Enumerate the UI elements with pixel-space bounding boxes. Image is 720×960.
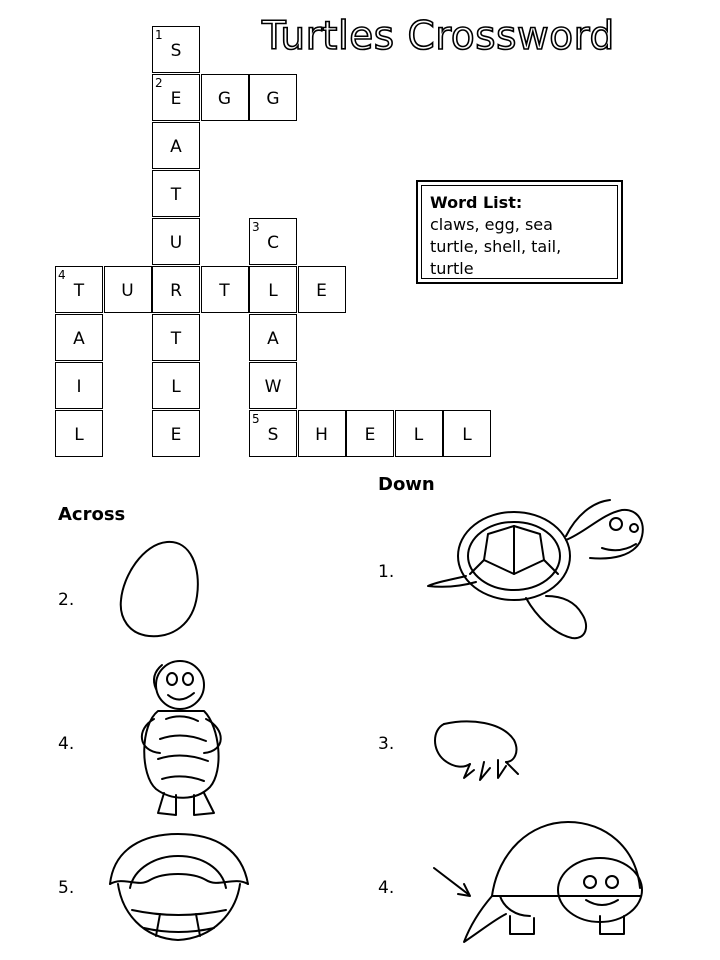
turtle-character-picture bbox=[132, 655, 232, 820]
grid-cell bbox=[55, 362, 103, 409]
grid-letter: H bbox=[315, 425, 328, 445]
grid-cell bbox=[55, 410, 103, 457]
grid-letter: U bbox=[169, 233, 183, 253]
grid-cell bbox=[152, 170, 200, 217]
grid-cell bbox=[152, 218, 200, 265]
word-list-line: turtle, shell, tail, bbox=[430, 237, 562, 256]
grid-cell bbox=[55, 314, 103, 361]
grid-letter: T bbox=[219, 281, 230, 301]
grid-cell bbox=[152, 26, 200, 73]
grid-letter: L bbox=[462, 425, 472, 445]
grid-letter: E bbox=[170, 425, 182, 445]
grid-cell bbox=[152, 266, 200, 313]
grid-cell bbox=[346, 410, 394, 457]
clue-start-number: 3 bbox=[252, 220, 260, 234]
grid-letter: I bbox=[76, 377, 82, 397]
grid-letter: A bbox=[267, 329, 279, 349]
page-title: Turtles Crossword bbox=[262, 14, 615, 59]
across-heading: Across bbox=[58, 504, 126, 525]
turtle-tail-picture bbox=[430, 816, 660, 951]
down-heading: Down bbox=[378, 474, 435, 495]
grid-letter: S bbox=[170, 41, 182, 61]
grid-letter: A bbox=[170, 137, 182, 157]
turtle-shell-picture bbox=[104, 828, 254, 948]
grid-letter: L bbox=[171, 377, 181, 397]
grid-letter: G bbox=[217, 89, 232, 109]
across-clue-number: 2. bbox=[58, 590, 75, 610]
grid-cell bbox=[152, 314, 200, 361]
egg-picture bbox=[115, 538, 205, 643]
grid-letter: T bbox=[170, 329, 182, 349]
grid-letter: L bbox=[74, 425, 84, 445]
grid-letter: U bbox=[121, 281, 134, 301]
grid-cell bbox=[152, 122, 200, 169]
grid-cell bbox=[443, 410, 491, 457]
grid-cell bbox=[201, 266, 249, 313]
grid-letter: S bbox=[267, 425, 279, 445]
clue-start-number: 1 bbox=[155, 28, 163, 42]
clue-start-number: 4 bbox=[58, 268, 66, 282]
grid-letter: E bbox=[364, 425, 376, 445]
grid-cell bbox=[55, 266, 103, 313]
grid-letter: W bbox=[264, 377, 282, 397]
grid-letter: R bbox=[170, 281, 182, 301]
word-list-line: turtle bbox=[430, 259, 474, 278]
grid-cell bbox=[152, 362, 200, 409]
grid-cell bbox=[201, 74, 249, 121]
across-clue-number: 4. bbox=[58, 734, 75, 754]
sea-turtle-picture bbox=[426, 496, 651, 646]
down-clue-number: 1. bbox=[378, 562, 395, 582]
grid-cell bbox=[298, 266, 346, 313]
grid-cell bbox=[298, 410, 346, 457]
grid-cell bbox=[249, 362, 297, 409]
down-clue-number: 3. bbox=[378, 734, 395, 754]
grid-cell bbox=[104, 266, 152, 313]
grid-cell bbox=[152, 410, 200, 457]
word-list-box bbox=[416, 180, 623, 284]
word-list-line: claws, egg, sea bbox=[430, 215, 553, 234]
grid-letter: T bbox=[170, 185, 182, 205]
grid-letter: A bbox=[73, 329, 85, 349]
grid-letter: L bbox=[268, 281, 278, 301]
claw-picture bbox=[430, 716, 525, 786]
grid-letter: G bbox=[266, 89, 280, 109]
grid-letter: L bbox=[413, 425, 424, 445]
down-clue-number: 4. bbox=[378, 878, 395, 898]
grid-cell bbox=[395, 410, 443, 457]
grid-cell bbox=[249, 266, 297, 313]
word-list-heading: Word List: bbox=[430, 193, 523, 212]
clue-start-number: 2 bbox=[155, 76, 163, 90]
grid-cell bbox=[249, 410, 297, 457]
grid-cell bbox=[152, 74, 200, 121]
grid-cell bbox=[249, 218, 297, 265]
across-clue-number: 5. bbox=[58, 878, 75, 898]
grid-letter: E bbox=[170, 89, 182, 109]
grid-letter: E bbox=[316, 281, 327, 301]
grid-cell bbox=[249, 314, 297, 361]
grid-letter: T bbox=[73, 281, 85, 301]
grid-letter: C bbox=[267, 233, 279, 253]
clue-start-number: 5 bbox=[252, 412, 260, 426]
grid-cell bbox=[249, 74, 297, 121]
